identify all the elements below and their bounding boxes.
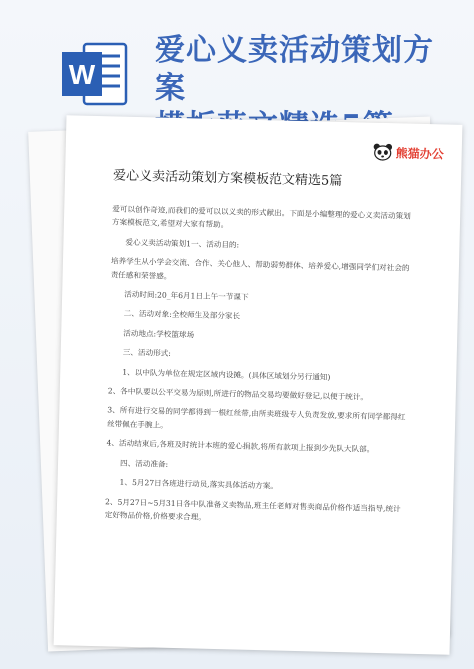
document-paragraph: 活动时间:20_年6月1日上午一节课下 <box>124 289 249 302</box>
document-paragraph: 1、5月27日各班进行动员,落实具体活动方案。 <box>119 477 279 491</box>
document-paragraph: 四、活动准备: <box>119 458 169 469</box>
brand-name: 熊猫办公 <box>395 145 444 161</box>
document-paragraph: 1、以中队为单位在规定区域内设摊。(具体区域划分另行通知) <box>122 367 331 382</box>
document-preview <box>54 115 463 655</box>
document-paragraph: 爱心义卖活动策划1一、活动目的: <box>125 237 240 250</box>
word-letter: W <box>68 59 96 90</box>
document-paragraph: 活动地点:学校篮球场 <box>123 328 195 340</box>
document-paragraph: 二、活动对象:全校师生及部分家长 <box>123 309 241 321</box>
headline-line-1: 爱心义卖活动策划方案 <box>155 33 434 106</box>
brand-badge <box>372 143 443 163</box>
panda-icon <box>372 143 392 161</box>
document-paragraph: 爱可以创作奇迹,而我们的爱可以以义卖的形式献出。下面是小编整理的爱心义卖活动策划方案模板范文,希望对大家有帮助。 <box>111 204 411 230</box>
document-body <box>104 202 412 535</box>
document-paragraph: 培养学生从小学会交流、合作、关心他人、帮助弱势群体、培养爱心,增强同学们对社会的责任感和荣誉感。 <box>110 256 410 281</box>
word-doc-icon <box>62 38 128 110</box>
document-paragraph: 2、各中队要以公平交易为原则,所进行的物品交易均要做好登记,以便于统计。 <box>107 386 369 402</box>
document-paragraph: 三、活动形式: <box>122 347 171 359</box>
document-paragraph: 4、活动结束后,各班及时统计本班的爱心捐款,将所有款项上报到少先队大队部。 <box>106 438 375 455</box>
document-title: 爱心义卖活动策划方案模板范文精选5篇 <box>112 168 343 189</box>
document-paragraph: 3、所有进行交易的同学都得到一根红丝带,由所卖班级专人负责发放,要求所有同学都得红丝带佩在手腕上。 <box>106 405 406 430</box>
document-paragraph: 2、5月27日~5月31日各中队准备义卖物品,班主任老师对售卖商品价格作适当指导,统计定好物品价格,价格要求合理。 <box>104 496 401 522</box>
